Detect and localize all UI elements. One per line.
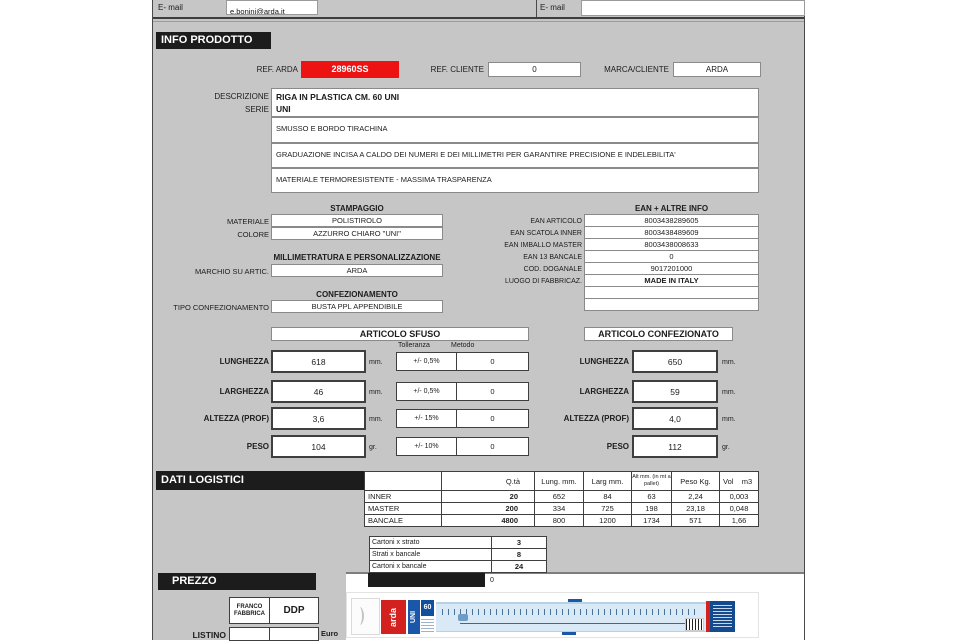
table-row: [365, 491, 759, 503]
tolleranza-value[interactable]: +/- 0,5%: [397, 353, 457, 370]
conf-altezza-unit: mm.: [722, 416, 736, 423]
ean-empty-value-2[interactable]: [584, 298, 759, 311]
sfuso-altezza-value[interactable]: 3,6: [271, 407, 366, 430]
right-label-text-lines: [713, 605, 732, 628]
top-strip-divider: [536, 0, 537, 17]
luogo-fabbricaz-label: LUOGO DI FABBRICAZ.: [504, 278, 582, 285]
logistics-larg[interactable]: 725: [584, 503, 632, 515]
descrizione-value: RIGA IN PLASTICA CM. 60 UNI: [276, 92, 400, 102]
sfuso-larghezza-tol-met: [396, 382, 529, 401]
tolleranza-value[interactable]: +/- 10%: [397, 438, 457, 455]
logistics-vol[interactable]: 0,003: [720, 491, 759, 503]
sfuso-lunghezza-label: LUNGHEZZA: [219, 357, 269, 366]
ref-arda-label: REF. ARDA: [256, 65, 298, 74]
logistics-row-label: MASTER: [365, 503, 442, 515]
logistics-peso[interactable]: 2,24: [672, 491, 720, 503]
conf-lunghezza-unit: mm.: [722, 359, 736, 366]
ref-cliente-label: REF. CLIENTE: [430, 65, 484, 74]
logistics-peso[interactable]: 571: [672, 515, 720, 527]
luogo-fabbricaz-value[interactable]: MADE IN ITALY: [584, 274, 759, 287]
logistics-qta[interactable]: 20: [442, 491, 535, 503]
logistics-header-vol: Vol m3: [720, 472, 759, 491]
email-input-left[interactable]: [226, 0, 318, 15]
logistics-alt[interactable]: 63: [632, 491, 672, 503]
listino-input-1[interactable]: [230, 628, 270, 641]
tolleranza-column-label: Tolleranza: [398, 342, 430, 349]
email-link[interactable]: e.bonini@arda.it: [230, 7, 285, 15]
metodo-value[interactable]: 0: [490, 387, 495, 396]
logistics-peso[interactable]: 23,18: [672, 503, 720, 515]
conf-peso-unit: gr.: [722, 444, 730, 451]
email-label-right: E- mail: [540, 3, 565, 12]
sfuso-peso-value[interactable]: 104: [271, 435, 366, 458]
serie-label: SERIE: [244, 105, 269, 114]
logistics-alt[interactable]: 198: [632, 503, 672, 515]
ruler-graphic: [436, 602, 706, 632]
logistics-larg[interactable]: 84: [584, 491, 632, 503]
ruler-left-glyph: [458, 614, 468, 621]
metodo-column-label: Metodo: [451, 342, 475, 349]
conf-altezza-label: ALTEZZA (PROF): [563, 414, 629, 423]
note-box-2[interactable]: GRADUAZIONE INCISA A CALDO DEI NUMERI E DEI MILLIMETRI PER GARANTIRE PRECISIONE E INDELEBILITA': [271, 143, 759, 168]
sfuso-peso-label: PESO: [246, 442, 269, 451]
ean-imballo-label: EAN IMBALLO MASTER: [504, 242, 582, 249]
logistics-header-peso: Peso Kg.: [672, 472, 720, 491]
articolo-confezionato-header: ARTICOLO CONFEZIONATO: [584, 327, 733, 341]
conf-peso-value[interactable]: 112: [632, 435, 718, 458]
conf-peso-label: PESO: [606, 442, 629, 451]
conf-larghezza-value[interactable]: 59: [632, 380, 718, 403]
ean-bancale-value[interactable]: 0: [584, 250, 759, 263]
listino-input-2[interactable]: [270, 628, 319, 641]
tipo-confezionamento-value[interactable]: BUSTA PPL APPENDIBILE: [271, 300, 443, 313]
cartoni-label: Cartoni x bancale: [370, 561, 492, 573]
metodo-value[interactable]: 0: [490, 357, 495, 366]
colore-value[interactable]: AZZURRO CHIARO "UNI": [271, 227, 443, 240]
logistics-row-label: INNER: [365, 491, 442, 503]
cod-doganale-label: COD. DOGANALE: [523, 266, 582, 273]
ref-cliente-value[interactable]: 0: [488, 62, 581, 77]
sfuso-altezza-unit: mm.: [369, 416, 383, 423]
ruler-ticks: [442, 609, 700, 615]
sfuso-lunghezza-tol-met: [396, 352, 529, 371]
conf-lunghezza-value[interactable]: 650: [632, 350, 718, 373]
ean-articolo-value[interactable]: 8003438289605: [584, 214, 759, 227]
dati-logistici-header: DATI LOGISTICI: [156, 471, 364, 490]
barcode: [685, 618, 704, 631]
listino-cells: [229, 627, 319, 641]
ref-arda-value[interactable]: 28960SS: [301, 61, 399, 78]
sfuso-larghezza-label: LARGHEZZA: [219, 387, 269, 396]
series-name: UNI: [410, 610, 417, 624]
info-prodotto-header: INFO PRODOTTO: [156, 32, 271, 49]
conf-larghezza-label: LARGHEZZA: [579, 387, 629, 396]
conf-lunghezza-label: LUNGHEZZA: [579, 357, 629, 366]
logistics-table: [364, 471, 759, 527]
cartoni-table: [369, 536, 547, 573]
logistics-vol[interactable]: 1,66: [720, 515, 759, 527]
logistics-alt[interactable]: 1734: [632, 515, 672, 527]
colore-label: COLORE: [237, 230, 269, 239]
packaging-fine-print: [421, 619, 434, 633]
marca-cliente-value[interactable]: ARDA: [673, 62, 761, 77]
tolleranza-value[interactable]: +/- 15%: [397, 410, 457, 427]
ean-scatola-value[interactable]: 8003438489609: [584, 226, 759, 239]
logistics-larg[interactable]: 1200: [584, 515, 632, 527]
logistics-lung[interactable]: 334: [535, 503, 584, 515]
email-input-right[interactable]: [581, 0, 805, 16]
ddp-cell[interactable]: DDP: [270, 598, 319, 624]
ruler-top-mark: [568, 599, 582, 602]
right-label-panel: [710, 601, 735, 632]
logistics-header-alt: Alt mm. (in mt a pallet): [632, 472, 672, 491]
table-row: [370, 549, 547, 561]
sfuso-peso-unit: gr.: [369, 444, 377, 451]
top-rule-light: [153, 21, 804, 22]
metodo-value[interactable]: 0: [490, 414, 495, 423]
franco-fabbrica-cell[interactable]: FRANCO FABBRICA: [230, 598, 270, 624]
confezionamento-header: CONFEZIONAMENTO: [316, 290, 398, 299]
logistics-vol[interactable]: 0,048: [720, 503, 759, 515]
stampaggio-header: STAMPAGGIO: [330, 204, 384, 213]
ean-header: EAN + ALTRE INFO: [634, 204, 709, 213]
metodo-value[interactable]: 0: [490, 442, 495, 451]
brand-block: [381, 600, 406, 634]
sfuso-altezza-tol-met: [396, 409, 529, 428]
logistics-lung[interactable]: 652: [535, 491, 584, 503]
table-row: [365, 515, 759, 527]
ruler-bottom-mark: [562, 632, 576, 635]
tipo-confezionamento-label: TIPO CONFEZIONAMENTO: [173, 303, 269, 312]
marca-cliente-label: MARCA/CLIENTE: [604, 65, 669, 74]
cartoni-value[interactable]: 8: [492, 549, 547, 561]
sfuso-altezza-label: ALTEZZA (PROF): [203, 414, 269, 423]
logistics-qta[interactable]: 4800: [442, 515, 535, 527]
series-block: [408, 600, 420, 634]
conf-larghezza-unit: mm.: [722, 389, 736, 396]
cartoni-value[interactable]: 24: [492, 561, 547, 573]
hang-hole: [355, 607, 364, 625]
descrizione-label: DESCRIZIONE: [214, 92, 269, 101]
tolleranza-value[interactable]: +/- 0,5%: [397, 383, 457, 400]
ean-bancale-label: EAN 13 BANCALE: [523, 254, 582, 261]
top-rule-heavy: [153, 17, 804, 19]
prezzo-terms-table: [229, 597, 319, 624]
cod-doganale-value[interactable]: 9017201000: [584, 262, 759, 275]
millimetratura-header: MILLIMETRATURA E PERSONALIZZAZIONE: [273, 253, 441, 262]
size-badge: 60: [421, 600, 434, 616]
marchio-value[interactable]: ARDA: [271, 264, 443, 277]
ruler-dimension-line: [460, 623, 690, 624]
cartoni-value[interactable]: 3: [492, 537, 547, 549]
note-box-3[interactable]: MATERIALE TERMORESISTENTE - MASSIMA TRASPARENZA: [271, 168, 759, 193]
sfuso-lunghezza-value[interactable]: 618: [271, 350, 366, 373]
table-row: [365, 503, 759, 515]
logistics-header-lung: Lung. mm.: [535, 472, 584, 491]
logistics-row-label: BANCALE: [365, 515, 442, 527]
cartoni-label: Strati x bancale: [370, 549, 492, 561]
table-row: [370, 537, 547, 549]
product-sheet: [152, 0, 805, 640]
email-label-left: E- mail: [158, 3, 183, 12]
logistics-lung[interactable]: 800: [535, 515, 584, 527]
ean-articolo-label: EAN ARTICOLO: [530, 218, 582, 225]
ean-imballo-value[interactable]: 8003438008633: [584, 238, 759, 251]
marchio-label: MARCHIO SU ARTIC.: [194, 267, 269, 276]
table-row: [370, 561, 547, 573]
descrizione-box[interactable]: [271, 88, 759, 117]
prezzo-header: PREZZO: [158, 573, 316, 590]
brand-name: arda: [388, 607, 398, 627]
product-photo: [346, 592, 759, 638]
zero-cell-value: 0: [490, 577, 494, 584]
note-box-1[interactable]: SMUSSO E BORDO TIRACHINA: [271, 117, 759, 143]
logistics-header-empty: [365, 472, 442, 491]
conf-altezza-value[interactable]: 4,0: [632, 407, 718, 430]
euro-label: Euro: [321, 629, 339, 638]
materiale-value[interactable]: POLISTIROLO: [271, 214, 443, 227]
logistics-header-qta: Q.tà: [442, 472, 535, 491]
articolo-sfuso-header: ARTICOLO SFUSO: [271, 327, 529, 341]
black-filled-cell: [368, 573, 485, 587]
sfuso-larghezza-value[interactable]: 46: [271, 380, 366, 403]
logistics-header-larg: Larg mm.: [584, 472, 632, 491]
listino-label: LISTINO: [192, 630, 226, 640]
cartoni-label: Cartoni x strato: [370, 537, 492, 549]
logistics-qta[interactable]: 200: [442, 503, 535, 515]
sfuso-lunghezza-unit: mm.: [369, 359, 383, 366]
ean-scatola-label: EAN SCATOLA INNER: [510, 230, 582, 237]
hang-card: [351, 598, 380, 635]
sfuso-peso-tol-met: [396, 437, 529, 456]
sfuso-larghezza-unit: mm.: [369, 389, 383, 396]
serie-value: UNI: [276, 104, 291, 114]
materiale-label: MATERIALE: [227, 217, 269, 226]
